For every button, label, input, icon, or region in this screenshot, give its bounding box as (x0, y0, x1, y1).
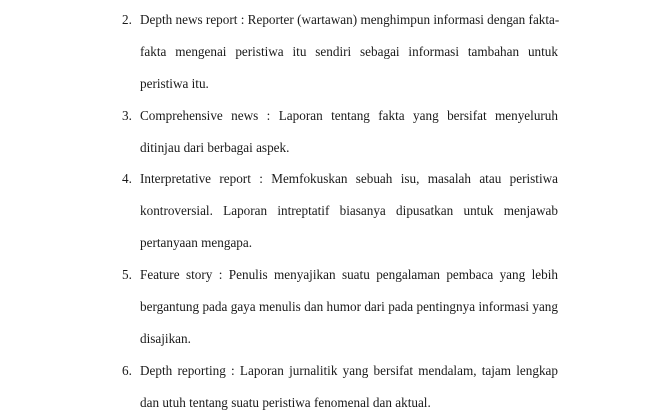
list-item-number: 6. (122, 363, 132, 378)
list-item-line: kontroversial. Laporan intreptatif biasanya dipusatkan untuk menjawab (140, 203, 558, 218)
list-item-line: disajikan. (140, 331, 191, 346)
list-item-number: 5. (122, 267, 132, 282)
list-item-line: Comprehensive news : Laporan tentang fakta yang bersifat menyeluruh (140, 108, 558, 123)
list-item-number: 3. (122, 108, 132, 123)
list-item-number: 2. (122, 12, 132, 27)
list-item-line: Depth news report : Reporter (wartawan) menghimpun informasi dengan fakta- (140, 12, 560, 27)
list-item-line: Depth reporting : Laporan jurnalitik yang bersifat mendalam, tajam lengkap (140, 363, 558, 378)
list-item-number: 4. (122, 171, 132, 186)
list-item-line: Interpretative report : Memfokuskan sebuah isu, masalah atau peristiwa (140, 171, 558, 186)
list-item-line: ditinjau dari berbagai aspek. (140, 140, 290, 155)
list-item-line: peristiwa itu. (140, 76, 209, 91)
list-item-line: dan utuh tentang suatu peristiwa fenomenal dan aktual. (140, 395, 431, 410)
list-item-line: bergantung pada gaya menulis dan humor dari pada pentingnya informasi yang (140, 299, 558, 314)
list-item-line: fakta mengenai peristiwa itu sendiri sebagai informasi tambahan untuk (140, 44, 558, 59)
list-item-line: Feature story : Penulis menyajikan suatu pengalaman pembaca yang lebih (140, 267, 558, 282)
list-item-line: pertanyaan mengapa. (140, 235, 253, 250)
